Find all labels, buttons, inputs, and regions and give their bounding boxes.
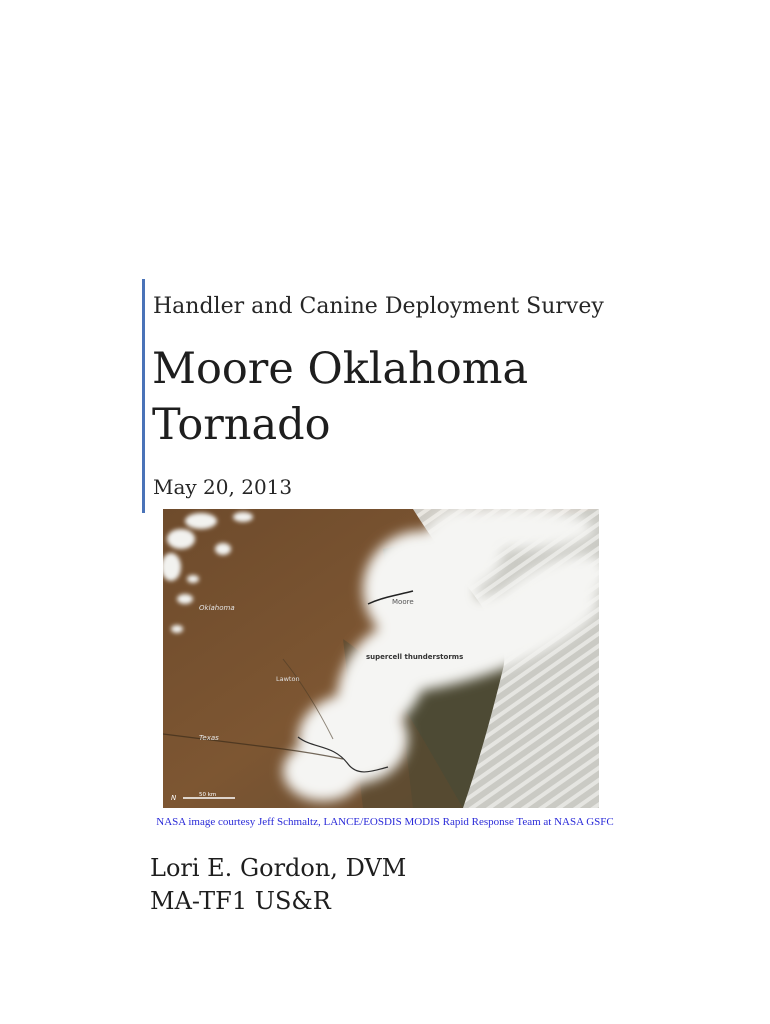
label-lawton: Lawton: [276, 675, 300, 683]
title-block: [142, 279, 662, 513]
document-subtitle: Handler and Canine Deployment Survey: [153, 294, 604, 319]
image-caption: NASA image courtesy Jeff Schmaltz, LANCE/EOSDIS MODIS Rapid Response Team at NASA GSFC: [156, 816, 614, 828]
north-arrow-icon: N: [171, 794, 177, 802]
document-title: [152, 341, 528, 453]
title-line-1: Moore Oklahoma: [152, 344, 529, 394]
label-oklahoma: Oklahoma: [199, 604, 235, 612]
title-line-2: Tornado: [152, 400, 331, 450]
author-block: [150, 852, 406, 918]
label-texas: Texas: [199, 734, 219, 742]
author-organization: MA-TF1 US&R: [150, 887, 331, 915]
satellite-image: [163, 509, 599, 808]
label-scale: 50 km: [199, 792, 217, 798]
label-moore: Moore: [392, 598, 414, 606]
document-date: May 20, 2013: [153, 475, 293, 499]
author-name: Lori E. Gordon, DVM: [150, 854, 407, 882]
label-supercell: supercell thunderstorms: [366, 653, 464, 661]
